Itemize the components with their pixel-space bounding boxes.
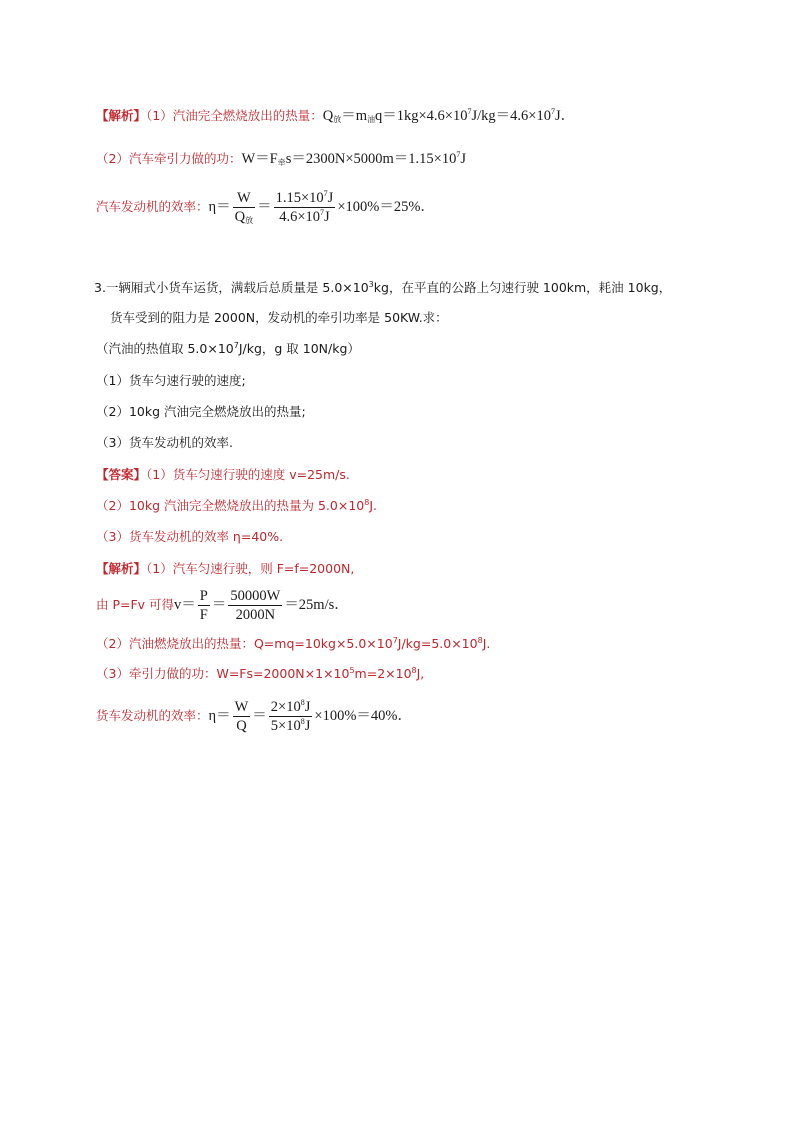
- analysis-line-2: [96, 151, 466, 167]
- formula-speed: v＝ $\frac{P}{F}$ ＝ $\frac{50000W}{2000N}$ ＝25m/s．: [174, 588, 349, 623]
- question-3-line-1: 3.一辆厢式小货车运货，满载后总质量是 $5.0\times 10^3kg$，在平直的公路上匀速行驶 100km，耗油 10kg，: [94, 279, 672, 295]
- analysis-line-1: [96, 108, 575, 124]
- fraction-speed-values: $\frac{50000W}{2000N}$: [230, 588, 281, 623]
- analysis-tag: 【解析】: [96, 108, 147, 123]
- fraction-values: $\frac{1.15\times 10^7J}{4.6\times 10^7J}$: [275, 189, 334, 225]
- answer-line-1: 【答案】（1）货车匀速行驶的速度 v=25m/s.: [96, 467, 350, 482]
- formula-truck-efficiency: η＝ $\frac{W}{Q}$ ＝ $\frac{2\times 10^8J}{5\times 10^8J}$ ×100%＝40%．: [208, 698, 412, 734]
- fraction-p-over-f: $\frac{P}{F}$: [199, 588, 208, 623]
- solution-line-4: （3）牵引力做的功：$W=Fs=2000N\times 1\times 10^5m=2\times 10^8J$,: [96, 665, 425, 681]
- analysis-step-2-label: （2）汽车牵引力做的功：: [96, 151, 242, 166]
- formula-heat-released: $Q_放=m_油q=1kg\times 4.6\times 10^7J/kg=4.6\times 10^7J$．: [322, 107, 576, 124]
- fraction-w-over-q: $\frac{W}{Q_放}$: [234, 190, 254, 225]
- solution-line-5: 货车发动机的效率：η＝ $\frac{W}{Q}$ ＝ $\frac{2\times 10^8J}{5\times 10^8J}$ ×100%＝40%．: [96, 698, 412, 734]
- question-3-part-1: （1）货车匀速行驶的速度;: [96, 373, 246, 388]
- fraction-efficiency-values: $\frac{2\times 10^8J}{5\times 10^8J}$: [270, 698, 311, 734]
- analysis-step-1-label: （1）汽油完全燃烧放出的热量：: [146, 108, 323, 123]
- formula-efficiency: η＝ $\frac{W}{Q_放}$ ＝ $\frac{1.15\times 10^7J}{4.6\times 10^7J}$ ×100%＝25%．: [208, 189, 435, 225]
- efficiency-label: 汽车发动机的效率：: [96, 198, 209, 214]
- analysis-line-3: [96, 190, 435, 225]
- fraction-w-over-q-2: $\frac{W}{Q}$: [234, 699, 249, 734]
- question-3-part-3: （3）货车发动机的效率.: [96, 435, 233, 450]
- solution-line-1: 【解析】（1）汽车匀速行驶，则 F=f=2000N,: [96, 561, 355, 576]
- solution-line-2: 由 P=Fv 可得v＝ $\frac{P}{F}$ ＝ $\frac{50000W}{2000N}$ ＝25m/s．: [96, 588, 349, 623]
- solution-line-3: （2）汽油燃烧放出的热量：$Q=mq=10kg\times 5.0\times 10^7J/kg=5.0\times 10^8J$.: [96, 635, 491, 651]
- answer-line-3: （3）货车发动机的效率 η=40%.: [96, 529, 284, 544]
- formula-work-done: $W=Fs=2000N\times 1\times 10^5m=2\times 10^8J$,: [216, 665, 425, 681]
- answer-line-2: （2）10kg 汽油完全燃烧放出的热量为 $5.0\times 10^8J$.: [96, 497, 378, 513]
- formula-fuel-heat: $Q=mq=10kg\times 5.0\times 10^7J/kg=5.0\times 10^8J$.: [253, 635, 491, 651]
- solution-tag: 【解析】: [96, 561, 147, 576]
- formula-traction-work: $W=F_牵s=2300N\times 5000m=1.15\times 10^7J$: [241, 150, 466, 167]
- question-3-line-2: 货车受到的阻力是 2000N，发动机的牵引功率是 50KW.求：: [110, 310, 448, 325]
- answer-tag: 【答案】: [96, 467, 147, 482]
- question-3-part-2: （2）10kg 汽油完全燃烧放出的热量;: [96, 404, 306, 419]
- question-3-given: （汽油的热值取 $5.0\times 10^7J/kg$，g 取 10N/kg）: [96, 340, 360, 356]
